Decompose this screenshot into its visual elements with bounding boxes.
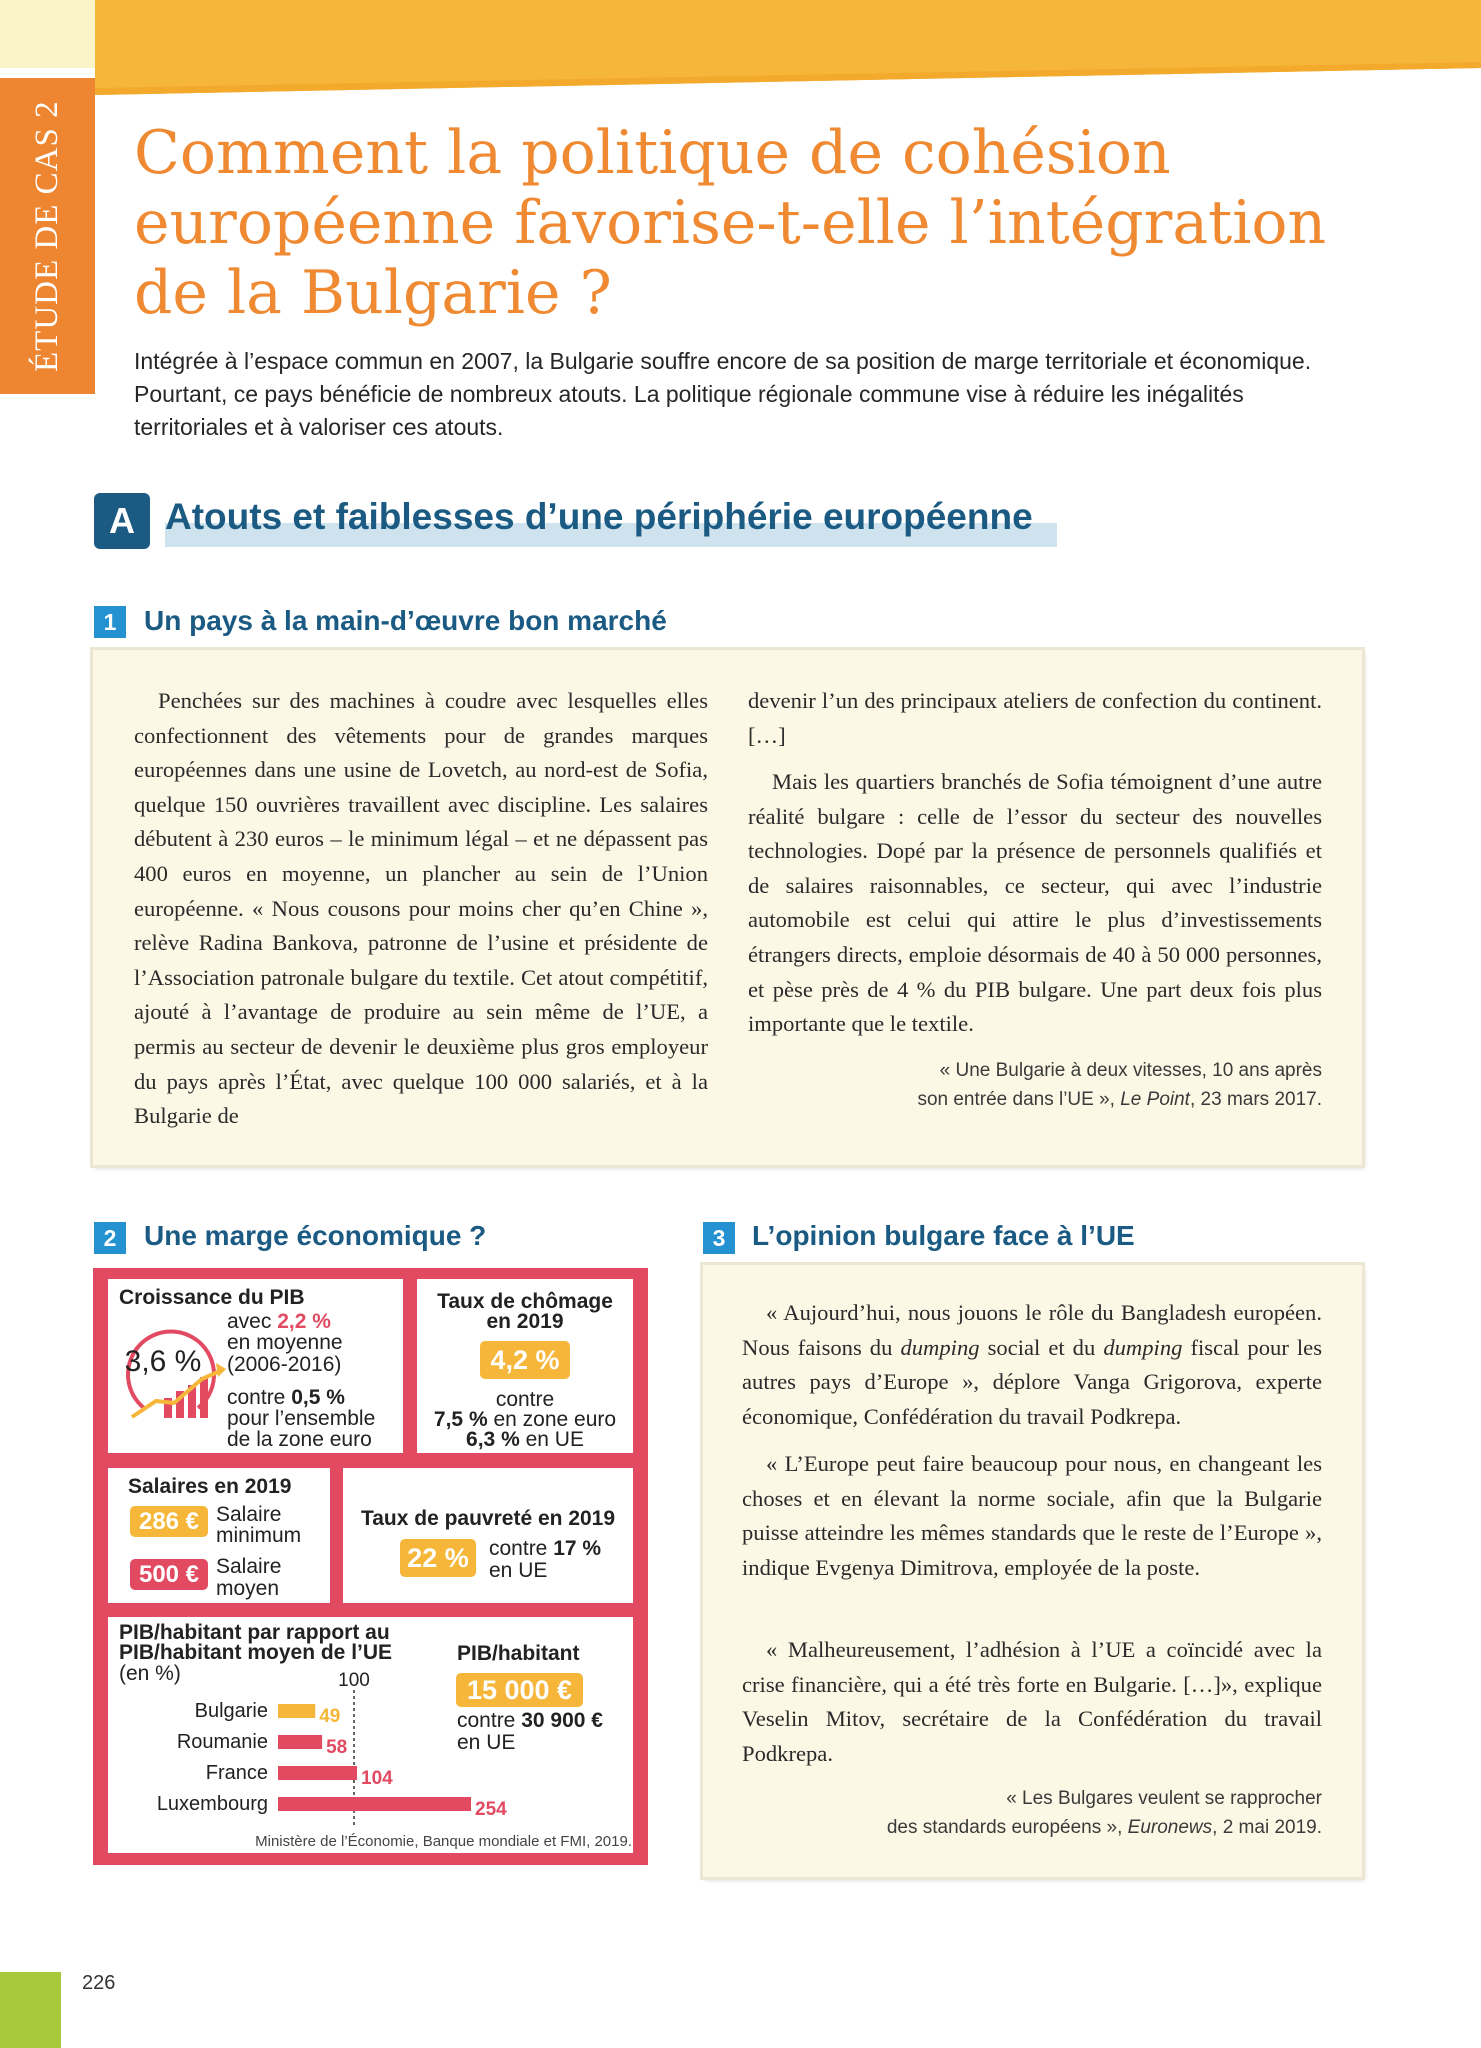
poverty-title: Taux de pauvreté en 2019 [360, 1507, 616, 1530]
doc3-source-date: , 2 mai 2019. [1212, 1817, 1322, 1838]
page-title: Comment la politique de cohésion européenne favorise-t-elle l’intégration de la Bulgarie ? [134, 118, 1327, 328]
doc1-source-publication: Le Point [1120, 1089, 1190, 1110]
average-wage-label1: Salaire [216, 1555, 282, 1578]
gdp-growth-eurozone [227, 1387, 345, 1408]
doc3-source-publication: Euronews [1127, 1817, 1213, 1838]
unemployment-eu-value: 6,3 % [466, 1428, 520, 1451]
gdp-growth-line5: pour l’ensemble [227, 1407, 376, 1430]
gdp-growth-eurozone-value: 0,5 % [291, 1386, 345, 1409]
doc1-text-column-2-start: devenir l’un des principaux ateliers de confection du continent. […] [748, 688, 1322, 748]
unemployment-contre: contre [495, 1388, 555, 1411]
page-number: 226 [82, 1972, 116, 1994]
doc3-source-line2: des standards européens », [886, 1817, 1128, 1838]
average-wage-value: 500 € [130, 1559, 208, 1590]
minimum-wage-label1: Salaire [216, 1503, 282, 1526]
doc3-quote-1-emphasis-2: dumping [1103, 1334, 1183, 1360]
bar-category-label: France [205, 1762, 268, 1784]
section-title: Atouts et faiblesses d’une périphérie européenne [165, 496, 1033, 537]
gdp-chart-title-line1: PIB/habitant par rapport au [119, 1621, 390, 1644]
bar-category-label: Bulgarie [194, 1700, 268, 1722]
bar-category-label: Luxembourg [156, 1793, 268, 1815]
unemployment-title-line2: en 2019 [486, 1310, 564, 1333]
doc3-number-badge: 3 [703, 1222, 735, 1254]
unemployment-eurozone-value: 7,5 % [433, 1408, 488, 1431]
bar-value-label: 104 [361, 1768, 393, 1789]
bar-category-label: Roumanie [176, 1731, 268, 1753]
gdp-growth-title: Croissance du PIB [119, 1286, 305, 1309]
doc1-source-line1: « Une Bulgarie à deux vitesses, 10 ans après [939, 1060, 1322, 1081]
doc3-quote-1-part-a: « Aujourd’hui, nous jouons le rôle du Bangladesh européen. Nous faisons du [742, 1300, 1322, 1360]
doc1-title: Un pays à la main-d’œuvre bon marché [144, 605, 667, 636]
doc1-text-column-2: Mais les quartiers branchés de Sofia témoignent d’une autre réalité bulgare : celle de l’essor du secteur des nouvelles technologies. Dopé par la présence de personnels qualifiés et de salaires raisonnables, ce secteur, qui avec l’industrie automobile est celui qui attire le plus d’investissements étrangers directs, emploie désormais de 40 à 50 000 personnes, et pèse près de 4 % du PIB bulgare. Une part deux fois plus importante que le textile. [748, 769, 1322, 1037]
gdp-growth-avec: avec [227, 1310, 278, 1333]
unemployment-eu [417, 1429, 633, 1450]
unemployment-eurozone-label: en zone euro [487, 1408, 617, 1431]
doc3-quote-1-part-b: social et du [979, 1334, 1104, 1360]
doc1-source [748, 1056, 1322, 1114]
gdp-growth-value: 3,6 % [124, 1345, 202, 1378]
gdp-per-capita-eu-label: en UE [457, 1731, 516, 1754]
bar-roumanie [278, 1735, 322, 1749]
doc3-quote-3: « Malheureusement, l’adhésion à l’UE a coïncidé avec la crise financière, qui a été très forte en Bulgarie. […]», explique Veselin Mitov, secrétaire de la Confédération du travail Podkrepa. [742, 1637, 1322, 1766]
gdp-per-capita-value: 15 000 € [456, 1673, 583, 1707]
header-band [0, 0, 1481, 95]
doc1-source-line2: son entrée dans l’UE », [917, 1089, 1121, 1110]
page-number-bar [0, 1972, 61, 2048]
gdp-per-capita-contre: contre [457, 1709, 522, 1732]
intro-paragraph: Intégrée à l’espace commun en 2007, la Bulgarie souffre encore de sa position de marge territoriale et économique. Pourtant, ce pays bénéficie de nombreux atouts. La politique régionale commune vise à réduire les inégalités territoriales et à valoriser ces atouts. [134, 348, 1312, 440]
poverty-eu [489, 1538, 601, 1559]
gdp-chart-title-line2: PIB/habitant moyen de l’UE [119, 1641, 393, 1664]
doc3-source [742, 1784, 1322, 1842]
poverty-eu-label: en UE [489, 1559, 548, 1582]
bar-france [278, 1766, 357, 1780]
gdp-per-capita-eu [457, 1710, 603, 1731]
poverty-contre: contre [489, 1537, 554, 1560]
doc3-quote-1 [742, 1296, 1322, 1434]
doc2-number-badge: 2 [94, 1222, 126, 1254]
poverty-value: 22 % [400, 1539, 476, 1577]
header-corner [0, 0, 95, 68]
unemployment-eurozone [417, 1409, 633, 1430]
gdp-chart-unit: (en %) [119, 1662, 181, 1685]
doc3-quote-1-emphasis-1: dumping [900, 1334, 980, 1360]
unemployment-title-line1: Taux de chômage [437, 1290, 613, 1313]
average-wage-label2: moyen [216, 1577, 280, 1600]
section-letter-badge: A [94, 493, 150, 549]
reference-label: 100 [338, 1670, 370, 1691]
poverty-box [343, 1468, 633, 1603]
minimum-wage-value: 286 € [130, 1506, 208, 1537]
doc2-title: Une marge économique ? [144, 1220, 487, 1251]
gdp-per-capita-eu-value: 30 900 € [521, 1709, 603, 1732]
bar-value-label: 254 [475, 1799, 507, 1820]
gdp-growth-line3: (2006-2016) [227, 1353, 342, 1376]
bar-luxembourg [278, 1797, 471, 1811]
bar-bulgarie [278, 1704, 315, 1718]
doc3-quote-2: « L’Europe peut faire beaucoup pour nous, en changeant les choses et en élevant la norme sociale, afin que la Bulgarie puisse atteindre les mêmes standards que le reste de l’Europe », indique Evgenya Dimitrova, employée de la poste. [742, 1451, 1322, 1580]
poverty-eu-value: 17 % [553, 1537, 602, 1560]
gdp-growth-average-value: 2,2 % [277, 1310, 331, 1333]
gdp-per-capita-title: PIB/habitant [457, 1642, 580, 1665]
side-tab-label: ÉTUDE DE CAS 2 [29, 100, 65, 372]
gdp-growth-average [227, 1311, 331, 1332]
unemployment-value: 4,2 % [480, 1341, 570, 1379]
doc3-title: L’opinion bulgare face à l’UE [752, 1220, 1135, 1251]
bar-value-label: 49 [319, 1706, 341, 1727]
doc3-source-line1: « Les Bulgares veulent se rapprocher [1006, 1788, 1322, 1809]
minimum-wage-label2: minimum [216, 1524, 302, 1547]
gdp-growth-contre: contre [227, 1386, 292, 1409]
doc3-quote-1-part-c: fiscal pour les autres pays d’Europe », déplore Vanga Grigorova, experte économique, Confédération du travail Podkrepa. [742, 1334, 1322, 1429]
doc1-number-badge: 1 [94, 606, 126, 638]
unemployment-eu-label: en UE [519, 1428, 584, 1451]
doc1-source-date: , 23 mars 2017. [1189, 1089, 1322, 1110]
bar-value-label: 58 [326, 1737, 348, 1758]
wages-title: Salaires en 2019 [128, 1475, 292, 1498]
gdp-growth-line6: de la zone euro [227, 1428, 372, 1451]
doc2-source: Ministère de l’Économie, Banque mondiale et FMI, 2019. [255, 1833, 632, 1850]
gdp-growth-line2: en moyenne [227, 1331, 343, 1354]
doc1-text-column-1: Penchées sur des machines à coudre avec lesquelles elles confectionnent des vêtements pour de grandes marques européennes dans une usine de Lovetch, au nord-est de Sofia, quelque 150 ouvrières travaillent avec discipline. Les salaires débutent à 230 euros – le minimum légal – et ne dépassent pas 400 euros en moyenne, un plancher au sein de l’Union européenne. « Nous cousons pour moins cher qu’en Chine », relève Radina Bankova, patronne de l’usine et présidente de l’Association patronale bulgare du textile. Cet atout compétitif, ajouté à l’avantage de produire au sein même de l’UE, a permis au secteur de devenir le deuxième plus gros employeur du pays après l’État, avec quelque 100 000 salariés, et à la Bulgarie de [134, 688, 708, 1129]
